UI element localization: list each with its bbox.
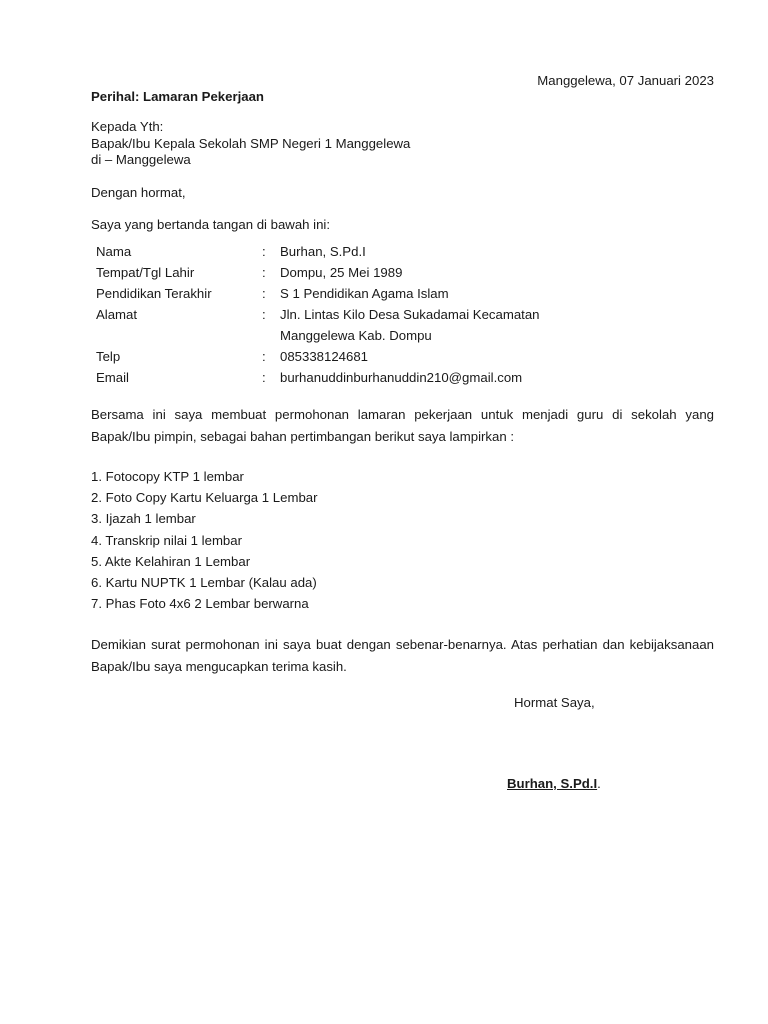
closing-salutation: Hormat Saya, bbox=[514, 695, 595, 710]
info-value: Manggelewa Kab. Dompu bbox=[280, 328, 432, 343]
info-label: Telp bbox=[96, 349, 121, 364]
recipient-name: Bapak/Ibu Kepala Sekolah SMP Negeri 1 Manggelewa bbox=[91, 135, 411, 151]
info-row-phone bbox=[96, 346, 656, 367]
recipient-salutation: Kepada Yth: bbox=[91, 119, 164, 134]
info-label: Nama bbox=[96, 244, 132, 259]
info-colon: : bbox=[262, 265, 266, 280]
closing-paragraph: Demikian surat permohonan ini saya buat dengan sebenar-benarnya. Atas perhatian dan kebijaksanaan Bapak/Ibu saya mengucapkan terima kasih. bbox=[91, 637, 714, 674]
info-row-address bbox=[96, 304, 656, 325]
info-value: S 1 Pendidikan Agama Islam bbox=[280, 286, 449, 301]
info-colon: : bbox=[262, 307, 266, 322]
list-item: 5. Akte Kelahiran 1 Lembar bbox=[91, 553, 251, 569]
info-label: Email bbox=[96, 370, 129, 385]
info-row-name bbox=[96, 241, 656, 262]
info-label: Tempat/Tgl Lahir bbox=[96, 265, 195, 280]
info-colon: : bbox=[262, 349, 266, 364]
info-row-birth bbox=[96, 262, 656, 283]
recipient-location: di – Manggelewa bbox=[91, 152, 191, 167]
request-paragraph: Bersama ini saya membuat permohonan lamaran pekerjaan untuk menjadi guru di sekolah yang Bapak/Ibu pimpin, sebagai bahan pertimbangan berikut saya lampirkan : bbox=[91, 407, 714, 444]
info-row-education bbox=[96, 283, 656, 304]
attachment-list bbox=[91, 466, 318, 614]
info-value: Jln. Lintas Kilo Desa Sukadamai Kecamatan bbox=[280, 307, 540, 322]
info-colon bbox=[262, 325, 280, 346]
info-row-email bbox=[96, 367, 656, 388]
signature-suffix: . bbox=[597, 776, 601, 791]
place-date: Manggelewa, 07 Januari 2023 bbox=[537, 73, 714, 88]
info-row-address-cont bbox=[96, 325, 656, 346]
letter-subject: Perihal: Lamaran Pekerjaan bbox=[91, 89, 264, 104]
info-value: Burhan, S.Pd.I bbox=[280, 244, 366, 259]
list-item: 2. Foto Copy Kartu Keluarga 1 Lembar bbox=[91, 490, 318, 506]
list-item: 6. Kartu NUPTK 1 Lembar (Kalau ada) bbox=[91, 575, 317, 591]
info-value: burhanuddinburhanuddin210@gmail.com bbox=[280, 370, 523, 385]
greeting: Dengan hormat, bbox=[91, 185, 186, 200]
info-colon: : bbox=[262, 244, 266, 259]
info-colon: : bbox=[262, 286, 266, 301]
recipient-block bbox=[91, 119, 410, 169]
info-colon: : bbox=[262, 370, 266, 385]
intro-line: Saya yang bertanda tangan di bawah ini: bbox=[91, 217, 331, 232]
applicant-info bbox=[96, 241, 656, 388]
list-item: 3. Ijazah 1 lembar bbox=[91, 511, 196, 527]
info-label: Pendidikan Terakhir bbox=[96, 286, 212, 301]
signature-name: Burhan, S.Pd.I bbox=[507, 776, 598, 791]
list-item: 4. Transkrip nilai 1 lembar bbox=[91, 532, 242, 548]
list-item: 1. Fotocopy KTP 1 lembar bbox=[91, 469, 244, 484]
list-item: 7. Phas Foto 4x6 2 Lembar berwarna bbox=[91, 596, 309, 612]
signature-block bbox=[507, 775, 601, 793]
info-label: Alamat bbox=[96, 307, 138, 322]
info-label bbox=[96, 325, 262, 346]
info-value: 085338124681 bbox=[280, 349, 369, 364]
info-value: Dompu, 25 Mei 1989 bbox=[280, 265, 403, 280]
